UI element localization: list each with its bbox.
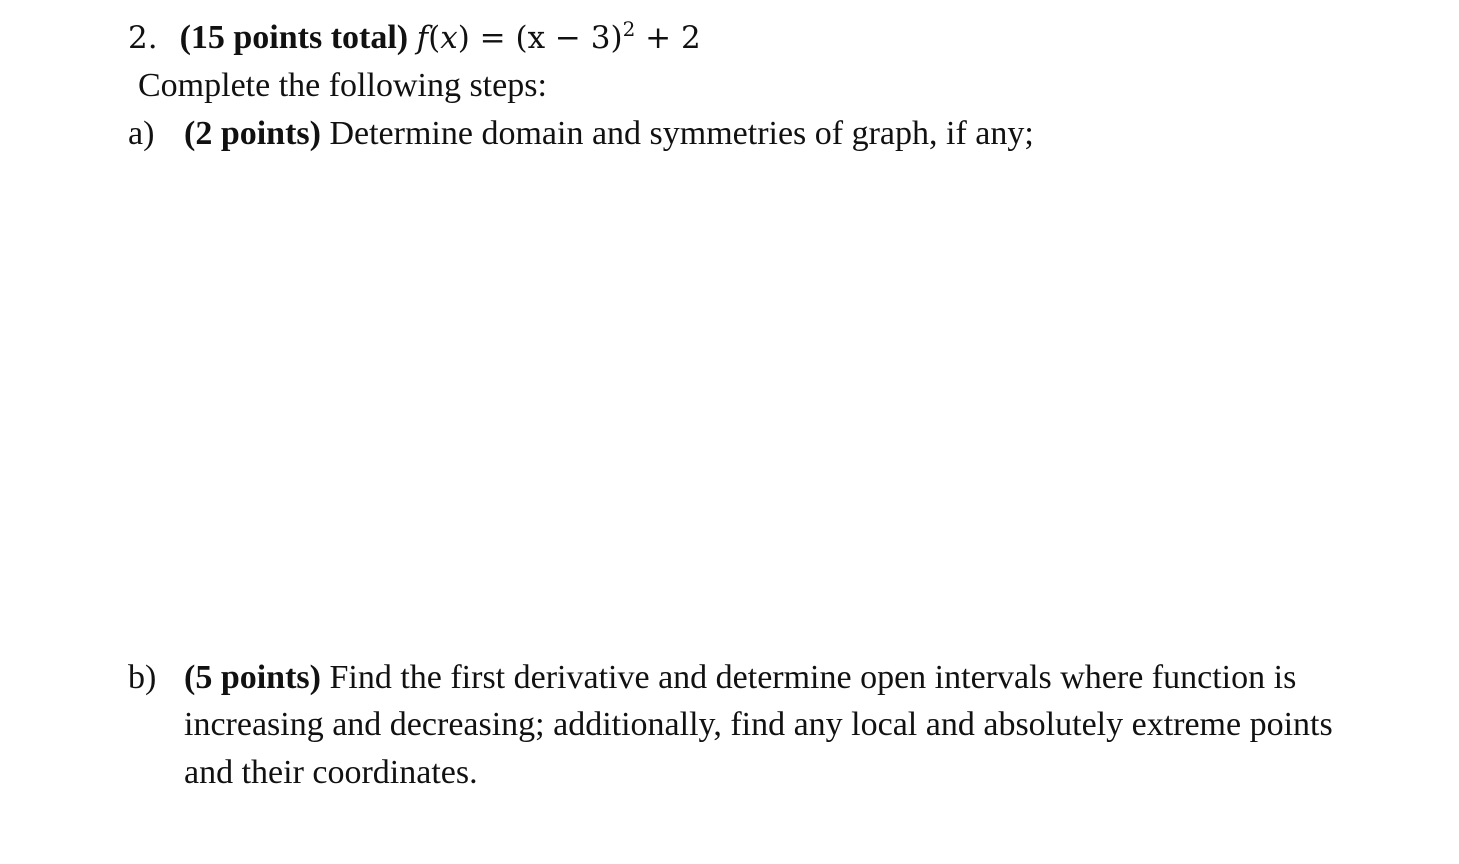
part-b-text-line3: and their coordinates. [184, 754, 478, 791]
part-a-points: (2 points) [184, 115, 321, 152]
function-name: f [416, 20, 429, 56]
part-a-marker: a) [128, 115, 155, 152]
question-number: 2. [128, 20, 158, 56]
part-b-marker: b) [128, 659, 157, 696]
question-points: (15 points total) [179, 19, 409, 56]
instruction-text: Complete the following steps: [138, 67, 547, 104]
part-a-text: Determine domain and symmetries of graph, if any; [329, 115, 1034, 152]
part-b-text-line1: Find the first derivative and determine open intervals where function is [329, 659, 1297, 696]
part-b [128, 658, 1296, 698]
function-definition: $f(x) = (x - 3)^2 + 2$ [416, 17, 701, 56]
function-argument: x [440, 20, 458, 56]
part-b-text-line2: increasing and decreasing; additionally, find any local and absolutely extreme points [184, 706, 1333, 743]
function-base: (x − 3) [515, 20, 623, 56]
part-b-points: (5 points) [184, 659, 321, 696]
function-tail: + 2 [645, 20, 701, 56]
function-exponent: 2 [622, 17, 636, 41]
part-a [128, 114, 1034, 154]
question-header [128, 18, 701, 58]
